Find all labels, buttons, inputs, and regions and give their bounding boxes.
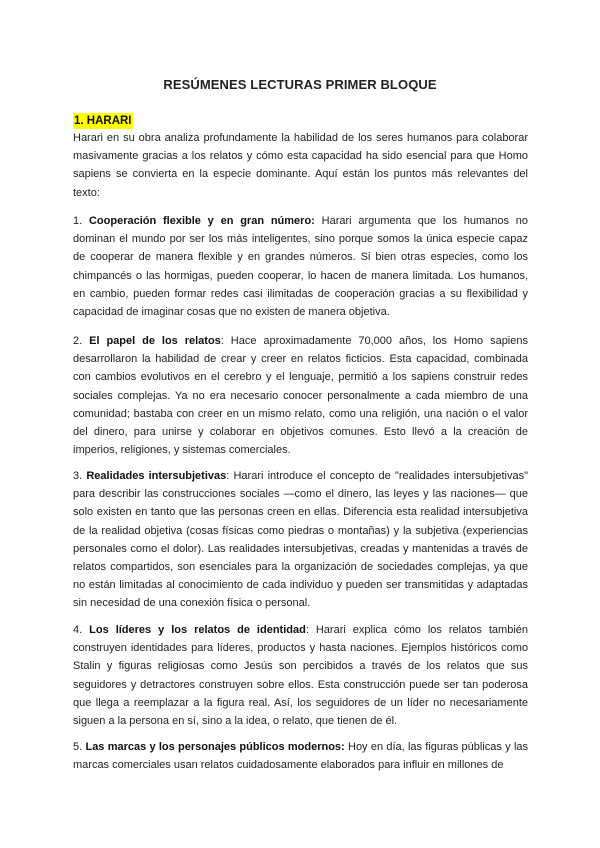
- section-heading-harari: 1. HARARI: [74, 115, 132, 127]
- point-title: Las marcas y los personajes públicos modernos:: [85, 741, 345, 753]
- intro-paragraph: Harari en su obra analiza profundamente la habilidad de los seres humanos para colaborar masivamente gracias a los relatos y cómo esta capacidad ha sido esencial para que Homo sapiens se convierta en la especie dominante. Aquí están los puntos más relevantes del texto:: [73, 132, 528, 199]
- point-number: 2.: [73, 335, 83, 347]
- point-text: Harari argumenta que los humanos no dominan el mundo por ser los más inteligentes, sino porque somos la única especie capaz de cooperar de manera flexible y en grandes números. Si bien otras especies, como los chimpancés o las hormigas, pueden cooperar, lo hacen de manera limitada. Los humanos, en cambio, pueden formar redes casi ilimitadas de cooperación gracias a su flexibilidad y capacidad de imaginar cosas que no existen de manera objetiva.: [73, 215, 528, 319]
- point-number: 5.: [73, 741, 83, 753]
- point-paragraph-4: [73, 621, 528, 730]
- point-title: El papel de los relatos: [89, 335, 221, 347]
- point-number: 4.: [73, 624, 83, 636]
- point-title: Realidades intersubjetivas: [86, 470, 227, 482]
- point-number: 1.: [73, 215, 83, 227]
- point-paragraph-1: [73, 212, 528, 321]
- point-paragraph-2: [73, 332, 528, 459]
- point-paragraph-5: [73, 738, 528, 774]
- point-text: : Harari introduce el concepto de "realidades intersubjetivas" para describir las construcciones sociales —como el dinero, las leyes y las naciones— que solo existen en tanto que las personas creen en ellas. Diferencia esta realidad intersubjetiva de la realidad objetiva (cosas físicas como piedras o montañas) y la subjetiva (experiencias personales como el dolor). Las realidades intersubjetivas, creadas y mantenidas a través de relatos compartidos, son esenciales para la organización de sociedades complejas, ya que no están limitadas al conocimiento de cada individuo y pueden ser transmitidas y adaptadas sin necesidad de una conexión física o personal.: [73, 470, 528, 610]
- point-title: Los líderes y los relatos de identidad: [89, 624, 306, 636]
- point-text: : Hace aproximadamente 70,000 años, los Homo sapiens desarrollaron la habilidad de crear y creer en relatos ficticios. Esta capacidad, combinada con cambios evolutivos en el cerebro y el lenguaje, permitió a los sapiens construir redes sociales complejas. Ya no era necesario conocer personalmente a cada miembro de una comunidad; bastaba con creer en un mismo relato, como una religión, una nación o el valor del dinero, para unirse y colaborar en objetivos comunes. Esto llevó a la creación de imperios, religiones, y sistemas comerciales.: [73, 335, 528, 457]
- page-title: RESÚMENES LECTURAS PRIMER BLOQUE: [163, 77, 437, 92]
- point-text: Hoy en día, las figuras públicas y las marcas comerciales usan relatos cuidadosamente elaborados para influir en millones de: [73, 741, 529, 772]
- point-title: Cooperación flexible y en gran número:: [88, 215, 315, 227]
- point-paragraph-3: [73, 467, 528, 613]
- point-number: 3.: [73, 470, 83, 482]
- point-text: : Harari explica cómo los relatos también construyen identidades para líderes, productos y hasta naciones. Ejemplos históricos como Stalin y figuras religiosas como Jesús son percibidos a través de los relatos que sus seguidores y detractores construyen sobre ellos. Esta construcción puede ser tan poderosa que llega a reemplazar a la figura real. Así, los seguidores de un líder no necesariamente siguen a la persona en sí, sino a la idea, o relato, que tienen de él.: [73, 624, 529, 728]
